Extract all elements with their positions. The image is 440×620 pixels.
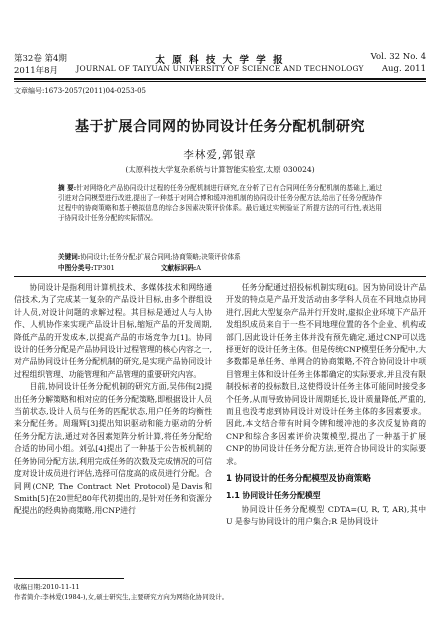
article-number: 文章编号:1673-2057(2011)04-0253-05 xyxy=(14,87,146,95)
doc-code: A xyxy=(196,264,201,272)
subsection-heading: 1.1 协同设计任务分配模型 xyxy=(226,490,321,500)
abstract-separator xyxy=(14,276,426,277)
keywords-label: 关键词: xyxy=(58,253,81,261)
body-paragraph: 协同设计是指利用计算机技术、多媒体技术和网络通信技术,为了完成某一复杂的产品设计目标,由多个群组设计人员,对设计问题的求解过程。其目标是通过人与人协作、人机协作来实现产品设计目标,缩短产品的开发周期,降低产品的开发成本,以提高产品的市场竞争力[1]。协同设计的任务分配是产品协同设计过程管理的核心内容之一,对产品协同设计任务分配机制的研究,是实现产品协同设计过程组织管理、功能管理和产品管理的重要研究内容。 xyxy=(14,283,212,379)
body-paragraph: 目前,协同设计任务分配机制的研究方面,吴伟伟[2]提出任务分解策略和相对应的任务分配策略,即根据设计人员当前状态,设计人员与任务的匹配状态,用户任务的均衡性来分配任务。周瑞辉[3]提出知识驱动和能力驱动的分析任务分配方法,通过对各因素矩阵分析计算,将任务分配给合适的协同小组。刘弘[4]提出了一种基于公告板机制的任务协同分配方法,利用完成任务的次数及完成情况的可信度对设计成员进行评估,选择可信度高的成员进行分配。合同网(CNP, The Contract Net Protocol)是Davis和Smith[5]在20世纪80年代初提出的,是针对任务和资源分配提出的经典协商策略,用CNP进行 xyxy=(14,382,212,516)
body-paragraph: 协同设计任务分配模型 CDTA=(U, R, T, AR),其中 U 是参与协同设计的用户集合;R 是协同设计 xyxy=(226,504,426,527)
footnote-author: 作者简介:李林爱(1984-),女,硕士研究生,主要研究方向为网络化协同设计。 xyxy=(14,593,229,601)
keywords-text: 协同设计;任务分配;扩展合同网;协商策略;决策评价体系 xyxy=(80,253,241,261)
journal-title-en: JOURNAL OF TAIYUAN UNIVERSITY OF SCIENCE AND TECHNOLOGY xyxy=(76,64,364,73)
body-paragraph: 任务分配通过招投标机制实现[6]。因为协同设计产品开发的特点是产品开发活动由多学科人员在不同地点协同进行,因此大型复杂产品并行开发时,虚拟企业环境下产品开发组织成员来自于一些不同地理位置的各个企业、机构或部门,因此设计任务主体并没有预先确定,通过CNP可以选择更好的设计任务主体。但是传统CNP模型任务分配中,大多数都是单任务、单网合的协商策略,不符合协同设计中项目管理主体和设计任务主体都确定的实际要求,并且没有限制投标者的投标数目,这使得设计任务主体可能同时接受多个任务,从而导致协同设计周期延长,设计质量降低,严重的,而且也没考虑到协同设计对设计任务主体的多因素要求。因此,本文结合带有时间令牌和缓冲池的多次反复协商的CNP和综合多因素评价决策模型,提出了一种基于扩展CNP的协同设计任务分配方法,更符合协同设计的实际要求。 xyxy=(226,283,426,466)
abstract-label: 摘 要: xyxy=(58,184,77,192)
section-heading: 1 协同设计的任务分配模型及协商策略 xyxy=(226,474,371,485)
clc-code: TP301 xyxy=(93,264,115,272)
volume-issue-cn: 第32卷 第4期 xyxy=(14,54,67,64)
abstract xyxy=(58,183,382,223)
authors: 李林爱,郭银章 xyxy=(183,149,257,161)
header-rule-thick xyxy=(14,78,426,80)
doc-code-label: 文献标识码: xyxy=(160,264,197,272)
affiliation: (太原科技大学复杂系统与计算智能实验室,太原 030024) xyxy=(125,165,315,174)
classification xyxy=(58,262,382,272)
abstract-text: 针对网络化产品协同设计过程的任务分配机制进行研究,在分析了已有合同网任务分配机制的基础上,通过引进对合同模型进行改进,提出了一种基于对网合博和缓冲池机制的协同设计任务分配方法,给出了任务分配协作过程中的协商策略和基于模拟信息的综合多因素决策评价体系。最后通过实例验证了所提方法的可行性,表达用于协同设计任务分配的实际情况。 xyxy=(58,184,383,222)
right-column xyxy=(226,282,426,529)
date-en: Aug. 2011 xyxy=(381,64,426,74)
footnote-rule xyxy=(14,578,124,579)
keywords xyxy=(58,251,382,261)
header-row-top xyxy=(14,52,426,64)
clc-label: 中图分类号: xyxy=(58,264,94,272)
journal-title-cn: 太 原 科 技 大 学 学 报 xyxy=(155,55,285,66)
header-row-bottom xyxy=(14,64,426,76)
footnote-received: 收稿日期:2010-11-11 xyxy=(14,583,80,591)
date-cn: 2011年8月 xyxy=(14,66,59,76)
paper-title: 基于扩展合同网的协同设计任务分配机制研究 xyxy=(75,119,365,135)
left-column xyxy=(14,282,212,518)
header-rule-thin xyxy=(14,81,426,82)
volume-issue-en: Vol. 32 No. 4 xyxy=(370,52,426,62)
